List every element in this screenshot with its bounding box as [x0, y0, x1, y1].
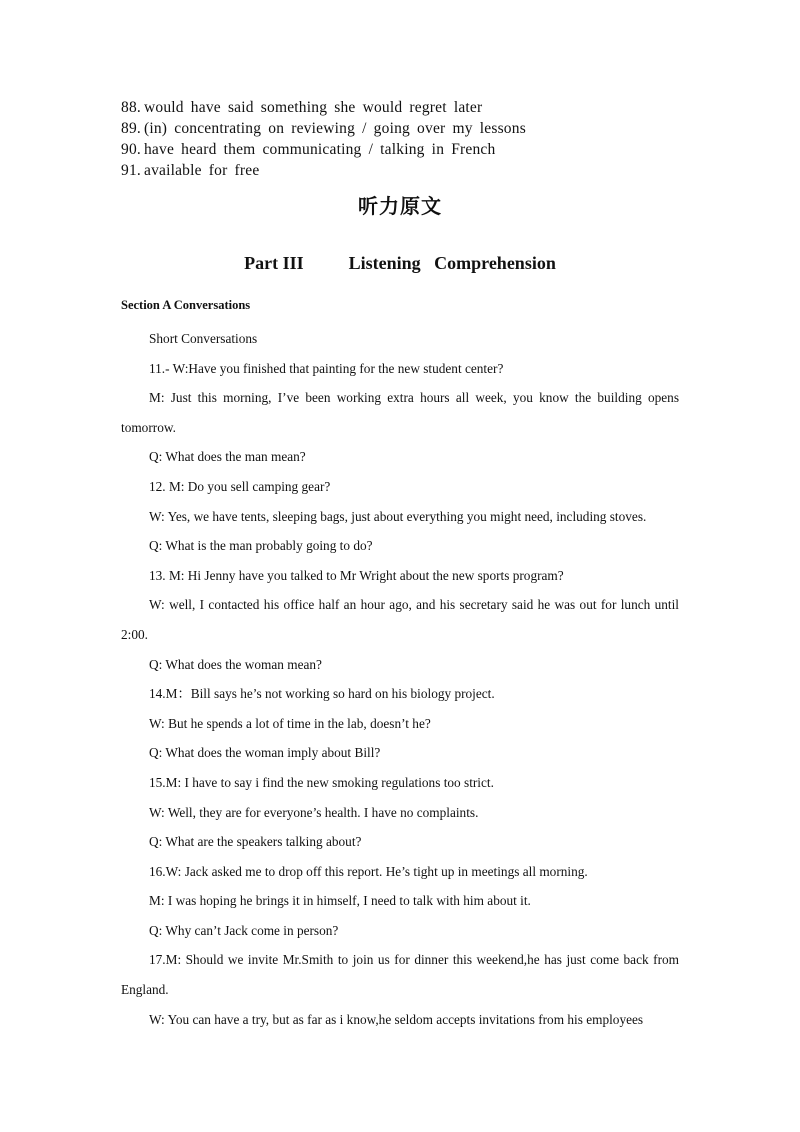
transcript-line: 14.M：Bill says he’s not working so hard on his biology project.: [149, 686, 495, 702]
transcript-line: W: well, I contacted his office half an hour ago, and his secretary said he was out for lunch until 2:00.: [121, 597, 679, 642]
transcript-line: M: I was hoping he brings it in himself, I need to talk with him about it.: [149, 893, 531, 909]
answer-text: have heard them communicating / talking in French: [143, 141, 496, 158]
transcript-line: W: You can have a try, but as far as i know,he seldom accepts invitations from his employees: [149, 1011, 644, 1027]
transcript-line: Q: Why can’t Jack come in person?: [149, 922, 339, 938]
transcript-line: Q: What does the woman imply about Bill?: [149, 745, 381, 761]
transcript-line: 12. M: Do you sell camping gear?: [149, 478, 331, 494]
section-title: Section A Conversations: [121, 298, 251, 312]
transcript-line: 11.- W:Have you finished that painting for the new student center?: [149, 360, 504, 376]
transcript-line: 15.M: I have to say i find the new smoking regulations too strict.: [149, 774, 494, 790]
transcript-line: 17.M: Should we invite Mr.Smith to join us for dinner this weekend,he has just come back from England.: [121, 952, 679, 998]
answer-item: [121, 118, 721, 139]
answer-item: [121, 160, 721, 181]
answer-number: 90.: [121, 141, 141, 158]
answer-number: 89.: [121, 120, 141, 137]
answer-number: 91.: [121, 162, 141, 179]
answer-text: (in) concentrating on reviewing / going over my lessons: [143, 120, 526, 137]
transcript-line: Q: What is the man probably going to do?: [149, 538, 373, 554]
transcript-line: M: Just this morning, I’ve been working extra hours all week, you know the building opens tomorrow.: [121, 390, 679, 435]
transcript-line: W: Yes, we have tents, sleeping bags, just about everything you might need, including stoves.: [149, 508, 647, 524]
answer-item: [121, 139, 721, 160]
answer-text: would have said something she would regret later: [143, 99, 483, 116]
chinese-title: 听力原文: [358, 194, 442, 218]
part-title: Part III Listening Comprehension: [244, 253, 556, 273]
transcript-line: Q: What are the speakers talking about?: [149, 834, 362, 850]
answer-item: [121, 97, 721, 118]
answer-number: 88.: [121, 99, 141, 116]
transcript-line: Q: What does the woman mean?: [149, 656, 322, 672]
transcript-line: 16.W: Jack asked me to drop off this report. He’s tight up in meetings all morning.: [149, 863, 588, 879]
transcript-line: W: Well, they are for everyone’s health. I have no complaints.: [149, 804, 479, 820]
answer-list: [121, 97, 721, 181]
answer-text: available for free: [143, 162, 260, 179]
transcript-line: W: But he spends a lot of time in the lab, doesn’t he?: [149, 715, 431, 731]
transcript-line: Short Conversations: [149, 331, 258, 346]
transcript-line: Q: What does the man mean?: [149, 449, 306, 465]
transcript: [121, 324, 679, 1034]
transcript-line: 13. M: Hi Jenny have you talked to Mr Wright about the new sports program?: [149, 567, 564, 583]
